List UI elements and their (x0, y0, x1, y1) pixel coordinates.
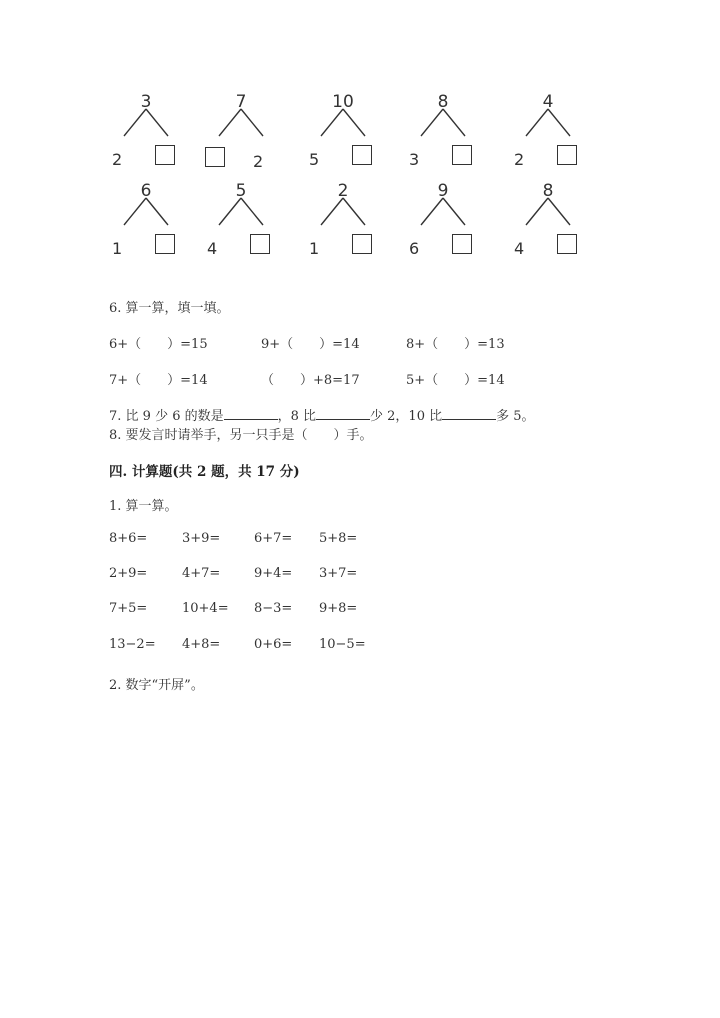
calc-problem: 8−3= (254, 601, 293, 616)
bond-top-number: 2 (337, 181, 349, 201)
bond-branch-line (146, 198, 168, 225)
bond-branches (510, 181, 590, 231)
calc-problem: 9+8= (319, 601, 358, 616)
bond-answer-box[interactable] (155, 145, 175, 165)
bond-branch-line (219, 198, 241, 225)
number-bond (203, 92, 313, 172)
bond-answer-box[interactable] (250, 234, 270, 254)
calc-problem: 8+6= (109, 531, 148, 546)
bond-answer-box[interactable] (205, 147, 225, 167)
bond-branch-line (548, 109, 570, 136)
calc-problem: 3+7= (319, 566, 358, 581)
bond-branch-line (443, 109, 465, 136)
bond-left-number: 2 (514, 150, 525, 169)
bond-answer-box[interactable] (452, 234, 472, 254)
bond-branch-line (421, 109, 443, 136)
bond-left-number: 6 (409, 239, 420, 258)
bond-top-number: 9 (437, 181, 449, 201)
bond-answer-box[interactable] (352, 234, 372, 254)
bond-branch-line (343, 198, 365, 225)
calc-problem: 10+4= (182, 601, 229, 616)
q7-part4: 多 5。 (496, 409, 535, 424)
bond-left-number: 5 (309, 150, 320, 169)
bond-top-number: 6 (140, 181, 152, 201)
bond-top-number: 5 (235, 181, 247, 201)
q7-blank-2[interactable] (316, 407, 370, 420)
q7-part2: ，8 比 (277, 409, 317, 424)
number-bond (510, 92, 620, 172)
bond-branch-line (321, 109, 343, 136)
bond-branches (510, 92, 590, 142)
bond-branch-line (526, 109, 548, 136)
q6-eq-2: 9+（ ）=14 (261, 337, 360, 352)
q6-title: 6. 算一算，填一填。 (109, 301, 230, 316)
bond-branch-line (124, 109, 146, 136)
calc-problem: 9+4= (254, 566, 293, 581)
q6-eq-6: 5+（ ）=14 (406, 373, 505, 388)
bond-branches (405, 92, 485, 142)
bond-right-number: 2 (253, 152, 264, 171)
number-bond (203, 181, 313, 261)
bond-top-number: 8 (542, 181, 554, 201)
calc-problem: 4+8= (182, 637, 221, 652)
number-bond (108, 92, 218, 172)
q8-text: 8. 要发言时请举手，另一只手是（ ）手。 (109, 428, 373, 443)
q7-blank-1[interactable] (224, 407, 278, 420)
number-bond (405, 181, 515, 261)
bond-answer-box[interactable] (155, 234, 175, 254)
bond-branches (108, 181, 188, 231)
calc-problem: 6+7= (254, 531, 293, 546)
number-bond (405, 92, 515, 172)
calc-problem: 4+7= (182, 566, 221, 581)
q6-eq-5: （ ）+8=17 (261, 373, 360, 388)
number-bond (510, 181, 620, 261)
q7-part1: 7. 比 9 少 6 的数是 (109, 409, 224, 424)
calc-problem: 10−5= (319, 637, 366, 652)
bond-answer-box[interactable] (352, 145, 372, 165)
bond-top-number: 8 (437, 92, 449, 112)
bond-left-number: 4 (207, 239, 218, 258)
q7-blank-3[interactable] (442, 407, 496, 420)
bond-branches (108, 92, 188, 142)
q7-text (109, 405, 535, 424)
bond-branch-line (241, 109, 263, 136)
bond-branch-line (146, 109, 168, 136)
bond-branch-line (526, 198, 548, 225)
q6-eq-3: 8+（ ）=13 (406, 337, 505, 352)
bond-left-number: 3 (409, 150, 420, 169)
q6-eq-1: 6+（ ）=15 (109, 337, 208, 352)
bond-left-number: 2 (112, 150, 123, 169)
q6-eq-4: 7+（ ）=14 (109, 373, 208, 388)
bond-top-number: 10 (332, 92, 354, 112)
bond-branch-line (219, 109, 241, 136)
q7-part3: 少 2，10 比 (370, 409, 443, 424)
bond-branch-line (241, 198, 263, 225)
number-bond (108, 181, 218, 261)
bond-branch-line (548, 198, 570, 225)
calc-problem: 2+9= (109, 566, 148, 581)
bond-left-number: 1 (309, 239, 320, 258)
bond-answer-box[interactable] (557, 234, 577, 254)
section4-q1-title: 1. 算一算。 (109, 499, 178, 514)
bond-branches (405, 181, 485, 231)
bond-branches (305, 181, 385, 231)
number-bond (305, 181, 415, 261)
bond-answer-box[interactable] (452, 145, 472, 165)
section4-heading: 四. 计算题(共 2 题，共 17 分) (109, 464, 300, 480)
bond-top-number: 3 (140, 92, 152, 112)
bond-branch-line (421, 198, 443, 225)
bond-left-number: 4 (514, 239, 525, 258)
bond-top-number: 7 (235, 92, 247, 112)
calc-problem: 3+9= (182, 531, 221, 546)
bond-branch-line (321, 198, 343, 225)
calc-problem: 5+8= (319, 531, 358, 546)
bond-branches (305, 92, 385, 142)
bond-branches (203, 181, 283, 231)
bond-branch-line (343, 109, 365, 136)
bond-branches (203, 92, 283, 142)
bond-answer-box[interactable] (557, 145, 577, 165)
bond-branch-line (443, 198, 465, 225)
bond-left-number: 1 (112, 239, 123, 258)
section4-q2-title: 2. 数字“开屏”。 (109, 678, 204, 693)
calc-problem: 13−2= (109, 637, 156, 652)
number-bond (305, 92, 415, 172)
bond-top-number: 4 (542, 92, 554, 112)
calc-problem: 7+5= (109, 601, 148, 616)
calc-problem: 0+6= (254, 637, 293, 652)
bond-branch-line (124, 198, 146, 225)
